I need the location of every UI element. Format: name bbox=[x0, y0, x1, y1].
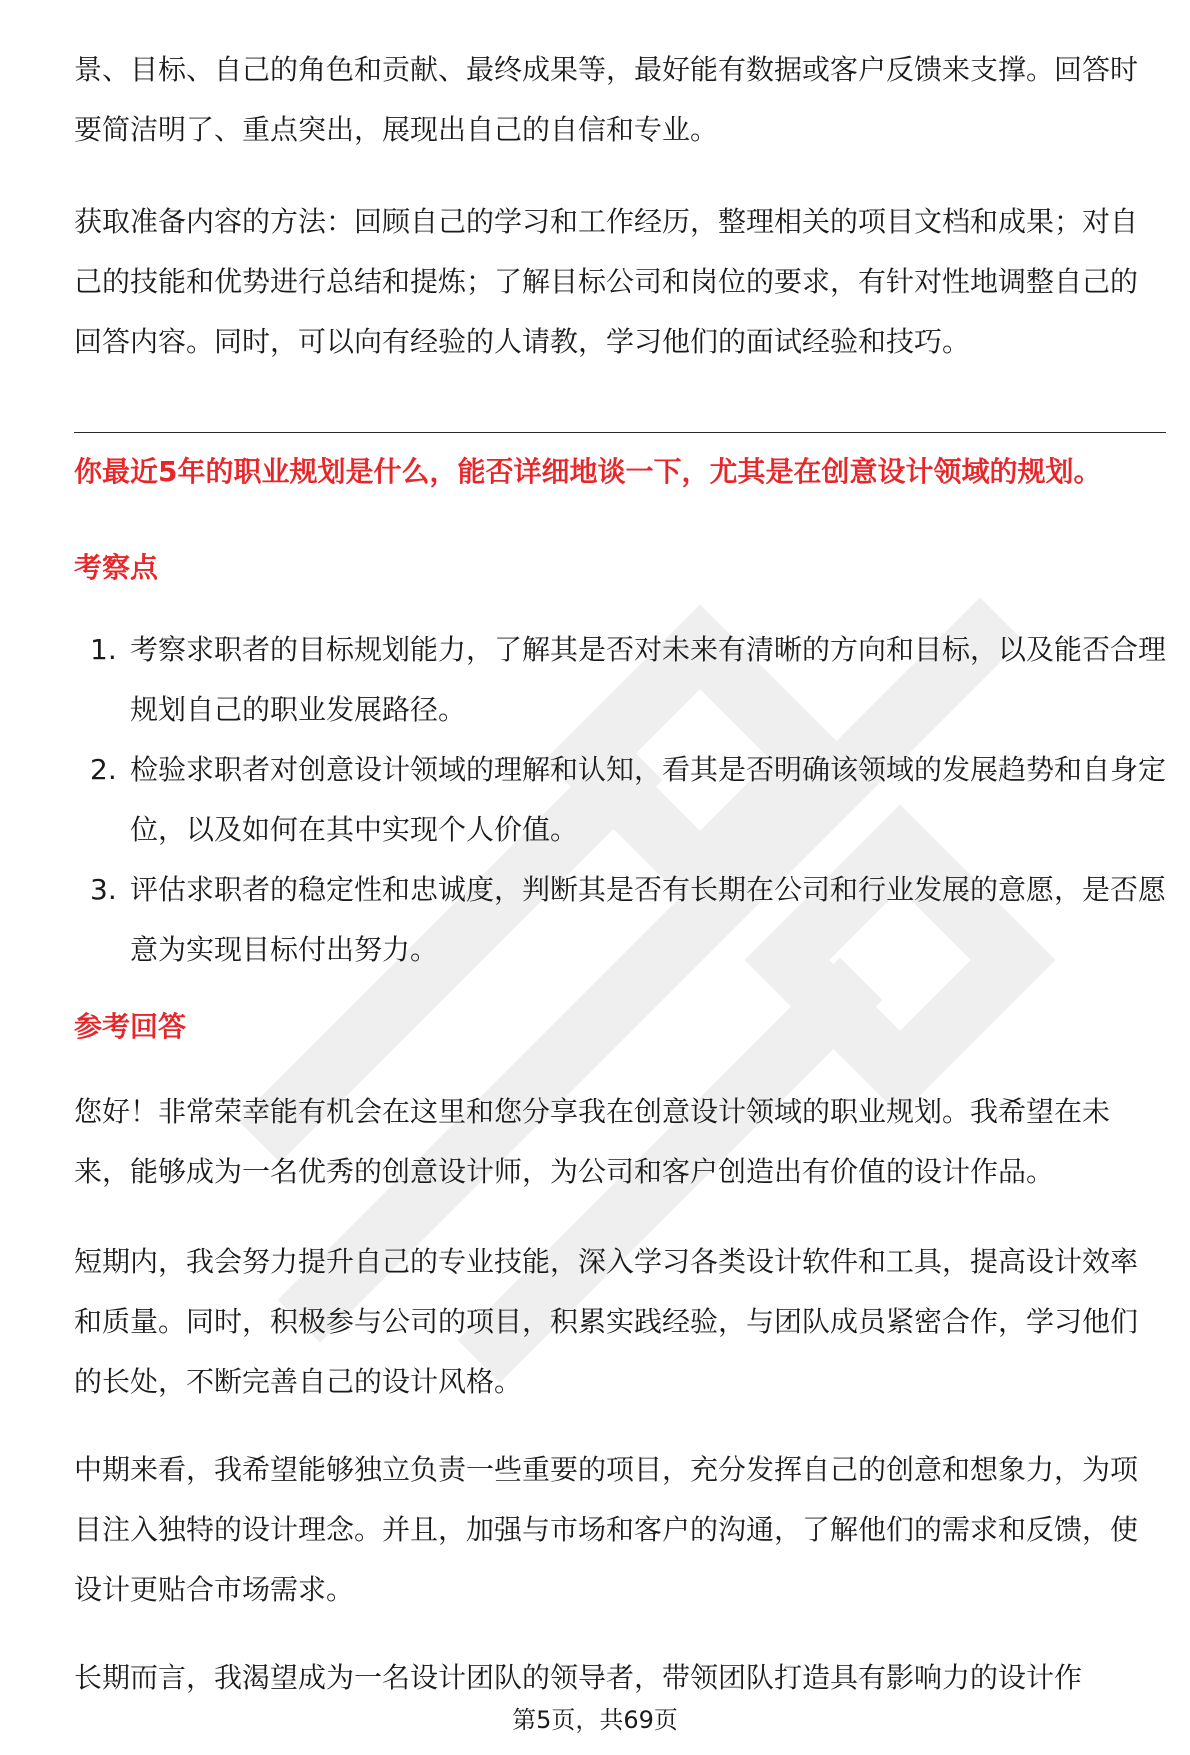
section-divider bbox=[74, 432, 1166, 433]
list-item-number: 1. bbox=[90, 633, 117, 666]
list-item bbox=[74, 860, 1166, 980]
page-number-footer: 第5页，共69页 bbox=[512, 1706, 678, 1734]
list-item bbox=[74, 620, 1166, 740]
list-item bbox=[74, 740, 1166, 860]
answer-paragraph-mid-term: 中期来看，我希望能够独立负责一些重要的项目，充分发挥自己的创意和想象力，为项目注入独特的设计理念。并且，加强与市场和客户的沟通，了解他们的需求和反馈，使设计更贴合市场需求。 bbox=[74, 1453, 1139, 1606]
list-item-number: 3. bbox=[90, 873, 117, 906]
interview-question: 你最近5年的职业规划是什么，能否详细地谈一下，尤其是在创意设计领域的规划。 bbox=[74, 455, 1102, 488]
list-item-text: 考察求职者的目标规划能力，了解其是否对未来有清晰的方向和目标，以及能否合理规划自己的职业发展路径。 bbox=[130, 633, 1167, 726]
list-item-number: 2. bbox=[90, 753, 117, 786]
list-item-text: 检验求职者对创意设计领域的理解和认知，看其是否明确该领域的发展趋势和自身定位，以及如何在其中实现个人价值。 bbox=[130, 753, 1167, 846]
list-item-text: 评估求职者的稳定性和忠诚度，判断其是否有长期在公司和行业发展的意愿，是否愿意为实现目标付出努力。 bbox=[130, 873, 1167, 966]
answer-paragraph-opening: 您好！非常荣幸能有机会在这里和您分享我在创意设计领域的职业规划。我希望在未来，能够成为一名优秀的创意设计师，为公司和客户创造出有价值的设计作品。 bbox=[74, 1095, 1111, 1188]
answer-paragraph-long-term: 长期而言，我渴望成为一名设计团队的领导者，带领团队打造具有影响力的设计作 bbox=[74, 1661, 1083, 1694]
reference-answer-title: 参考回答 bbox=[74, 1010, 187, 1043]
exam-points-title: 考察点 bbox=[74, 551, 159, 584]
answer-paragraph-short-term: 短期内，我会努力提升自己的专业技能，深入学习各类设计软件和工具，提高设计效率和质量。同时，积极参与公司的项目，积累实践经验，与团队成员紧密合作，学习他们的长处，不断完善自己的设计风格。 bbox=[74, 1245, 1139, 1398]
paragraph-preparation-method: 获取准备内容的方法：回顾自己的学习和工作经历，整理相关的项目文档和成果；对自己的技能和优势进行总结和提炼；了解目标公司和岗位的要求，有针对性地调整自己的回答内容。同时，可以向有经验的人请教，学习他们的面试经验和技巧。 bbox=[74, 205, 1139, 358]
paragraph-intro-continued: 景、目标、自己的角色和贡献、最终成果等，最好能有数据或客户反馈来支撑。回答时要简洁明了、重点突出，展现出自己的自信和专业。 bbox=[74, 53, 1139, 146]
exam-points-list bbox=[74, 620, 1166, 980]
